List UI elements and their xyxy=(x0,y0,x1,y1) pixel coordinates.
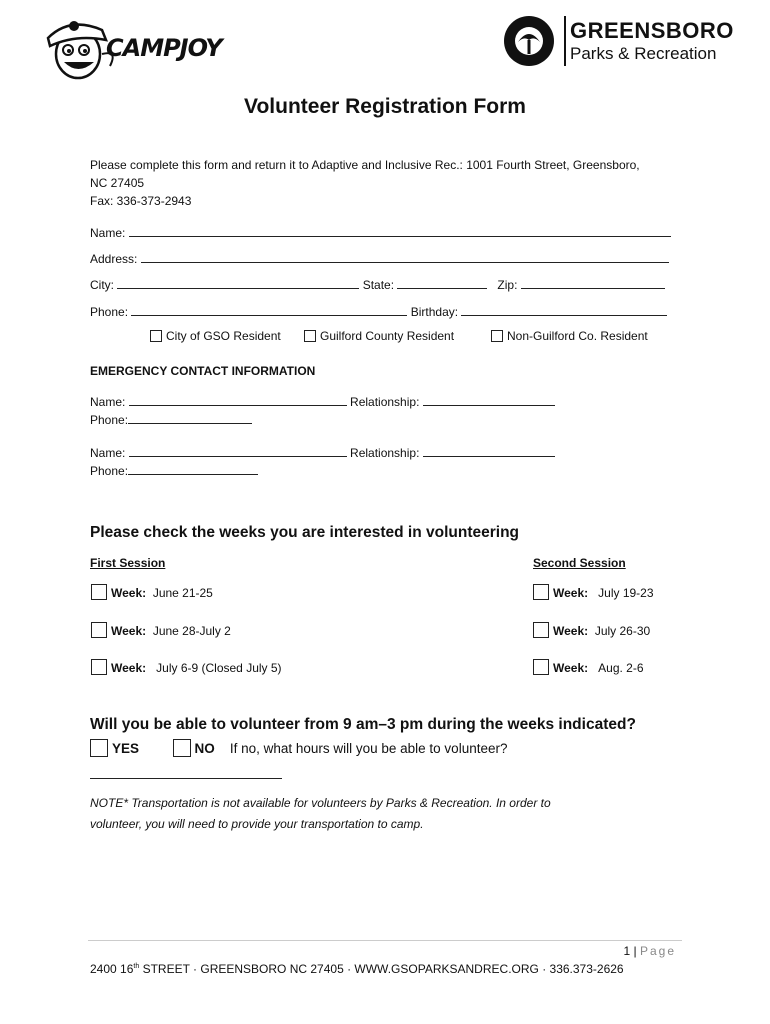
yes-label: YES xyxy=(112,741,140,756)
name-row xyxy=(90,225,671,240)
first-session-label: First Session xyxy=(90,556,166,570)
week-label: Week: xyxy=(111,586,147,600)
week-dates: June 28-July 2 xyxy=(152,624,231,638)
state-label: State: xyxy=(362,278,395,292)
hours-question: If no, what hours will you be able to volunteer? xyxy=(229,741,508,756)
emergency-phone-field[interactable] xyxy=(128,463,258,475)
phone-row xyxy=(90,304,667,319)
footer-address-sup: th xyxy=(133,963,140,970)
relationship-label: Relationship: xyxy=(350,395,420,409)
transportation-note xyxy=(90,793,690,835)
address-field[interactable] xyxy=(141,251,669,263)
week-dates: Aug. 2-6 xyxy=(598,661,644,675)
week-option[interactable] xyxy=(91,584,213,600)
intro-fax: Fax: 336-373-2943 xyxy=(90,194,192,208)
footer-address xyxy=(90,962,624,976)
note-line: NOTE* Transportation is not available for volunteers by Parks & Recreation. In order to xyxy=(90,796,551,810)
residency-checkbox[interactable] xyxy=(491,330,503,342)
intro-line: NC 27405 xyxy=(90,176,145,190)
emergency-name-label: Name: xyxy=(90,446,126,460)
phone-field[interactable] xyxy=(131,304,407,316)
hours-answer-field[interactable] xyxy=(90,778,282,779)
page-word: Page xyxy=(639,944,676,958)
zip-label: Zip: xyxy=(497,278,518,292)
name-field[interactable] xyxy=(129,225,671,237)
relationship-field[interactable] xyxy=(423,394,555,406)
relationship-field[interactable] xyxy=(423,445,555,457)
week-checkbox[interactable] xyxy=(91,584,107,600)
week-option[interactable] xyxy=(91,622,231,638)
emergency-phone-row xyxy=(90,463,258,478)
emergency-phone-row xyxy=(90,412,252,427)
address-label: Address: xyxy=(90,252,138,266)
page-number-value: 1 xyxy=(623,944,631,958)
relationship-label: Relationship: xyxy=(350,446,420,460)
emergency-phone-field[interactable] xyxy=(128,412,252,424)
week-label: Week: xyxy=(553,661,589,675)
emergency-heading: EMERGENCY CONTACT INFORMATION xyxy=(90,364,316,378)
week-checkbox[interactable] xyxy=(533,659,549,675)
address-row xyxy=(90,251,669,266)
birthday-label: Birthday: xyxy=(410,305,459,319)
logo-divider xyxy=(564,16,566,66)
week-dates: July 6-9 (Closed July 5) xyxy=(156,661,282,675)
availability-answer-row xyxy=(90,739,507,757)
emergency-phone-label: Phone: xyxy=(90,413,129,427)
week-label: Week: xyxy=(553,624,589,638)
page-number xyxy=(623,944,676,958)
residency-checkbox[interactable] xyxy=(304,330,316,342)
weeks-heading: Please check the weeks you are interested in volunteering xyxy=(90,524,520,541)
no-label: NO xyxy=(194,741,215,756)
yes-checkbox[interactable] xyxy=(90,739,108,757)
state-field[interactable] xyxy=(397,277,487,289)
residency-option[interactable] xyxy=(304,329,454,343)
emergency-name-field[interactable] xyxy=(129,394,347,406)
residency-checkbox[interactable] xyxy=(150,330,162,342)
zip-field[interactable] xyxy=(521,277,665,289)
week-dates: July 19-23 xyxy=(598,586,654,600)
form-title: Volunteer Registration Form xyxy=(244,95,526,118)
residency-label: Guilford County Resident xyxy=(320,329,455,343)
emergency-phone-label: Phone: xyxy=(90,464,129,478)
week-option[interactable] xyxy=(533,584,654,600)
city-row xyxy=(90,277,665,292)
week-option[interactable] xyxy=(533,622,650,638)
campjoy-logo xyxy=(40,14,240,84)
emergency-name-label: Name: xyxy=(90,395,126,409)
emergency-name-field[interactable] xyxy=(129,445,347,457)
week-dates: June 21-25 xyxy=(152,586,213,600)
residency-option[interactable] xyxy=(150,329,281,343)
week-dates: July 26-30 xyxy=(594,624,651,638)
no-checkbox[interactable] xyxy=(173,739,191,757)
week-checkbox[interactable] xyxy=(533,622,549,638)
gso-title: GREENSBORO xyxy=(570,18,734,43)
footer-address-post: STREET · GREENSBORO NC 27405 · WWW.GSOPARKSANDREC.ORG · 336.373-2626 xyxy=(139,962,624,976)
note-line: volunteer, you will need to provide your transportation to camp. xyxy=(90,817,424,831)
greensboro-parks-logo xyxy=(504,16,740,70)
week-label: Week: xyxy=(553,586,589,600)
intro-text xyxy=(90,156,690,210)
emergency-name-row xyxy=(90,445,555,460)
emergency-name-row xyxy=(90,394,555,409)
week-option[interactable] xyxy=(91,659,282,675)
phone-label: Phone: xyxy=(90,305,129,319)
page-separator: | xyxy=(630,944,640,958)
availability-question: Will you be able to volunteer from 9 am–3 pm during the weeks indicated? xyxy=(90,716,636,733)
city-label: City: xyxy=(90,278,114,292)
palm-badge-icon xyxy=(504,16,554,66)
week-label: Week: xyxy=(111,624,147,638)
week-label: Week: xyxy=(111,661,147,675)
second-session-label: Second Session xyxy=(533,556,626,570)
residency-label: City of GSO Resident xyxy=(166,329,281,343)
intro-line: Please complete this form and return it to Adaptive and Inclusive Rec.: 1001 Fourth Street, Greensboro, xyxy=(90,158,640,172)
gso-subtitle: Parks & Recreation xyxy=(570,44,717,63)
name-label: Name: xyxy=(90,226,126,240)
week-option[interactable] xyxy=(533,659,644,675)
week-checkbox[interactable] xyxy=(91,622,107,638)
birthday-field[interactable] xyxy=(461,304,667,316)
campjoy-logo-text: CAMPJOY xyxy=(106,34,222,62)
footer-divider xyxy=(88,940,682,941)
footer-address-pre: 2400 16 xyxy=(90,962,134,976)
week-checkbox[interactable] xyxy=(91,659,107,675)
residency-label: Non-Guilford Co. Resident xyxy=(507,329,648,343)
city-field[interactable] xyxy=(117,277,359,289)
residency-option[interactable] xyxy=(491,329,648,343)
week-checkbox[interactable] xyxy=(533,584,549,600)
